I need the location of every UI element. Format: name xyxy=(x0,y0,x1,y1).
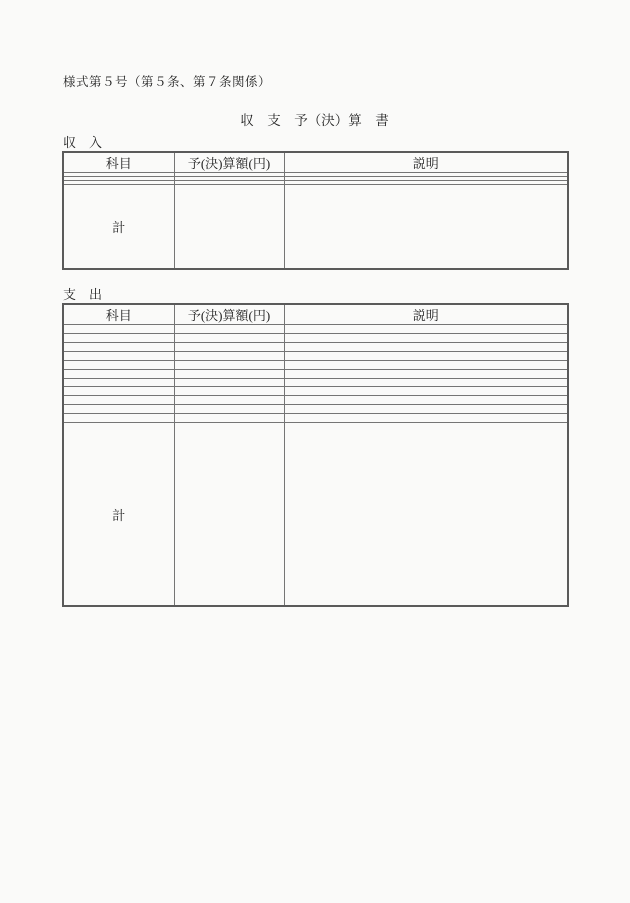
subject-column-header: 科目 xyxy=(63,304,174,325)
expenditure-section-label: 支 出 xyxy=(63,287,103,302)
expenditure-table-row xyxy=(63,387,568,396)
description-cell xyxy=(284,387,568,396)
expenditure-table-row xyxy=(63,396,568,405)
expenditure-table-row xyxy=(63,405,568,414)
amount-cell xyxy=(174,325,284,334)
description-cell xyxy=(284,351,568,360)
total-label-cell: 計 xyxy=(63,185,174,269)
subject-column-header: 科目 xyxy=(63,152,174,173)
subject-cell xyxy=(63,396,174,405)
description-cell xyxy=(284,396,568,405)
amount-cell xyxy=(174,396,284,405)
page-title: 収 支 予（決）算 書 xyxy=(240,113,389,128)
expenditure-table-row xyxy=(63,414,568,423)
total-amount-cell xyxy=(174,185,284,269)
expenditure-table-row xyxy=(63,325,568,334)
description-cell xyxy=(284,342,568,351)
expenditure-table xyxy=(62,303,569,607)
expenditure-table-row xyxy=(63,360,568,369)
income-section-label: 収 入 xyxy=(63,135,103,150)
subject-cell xyxy=(63,342,174,351)
description-cell xyxy=(284,360,568,369)
expenditure-table-row xyxy=(63,342,568,351)
income-header-row xyxy=(63,152,568,173)
total-description-cell xyxy=(284,185,568,269)
form-number-caption: 様式第５号（第５条、第７条関係） xyxy=(63,75,272,89)
description-cell xyxy=(284,369,568,378)
total-amount-cell xyxy=(174,423,284,606)
expenditure-table-row xyxy=(63,378,568,387)
amount-cell xyxy=(174,405,284,414)
subject-cell xyxy=(63,378,174,387)
total-description-cell xyxy=(284,423,568,606)
amount-cell xyxy=(174,414,284,423)
amount-cell xyxy=(174,369,284,378)
expenditure-table-row xyxy=(63,333,568,342)
amount-cell xyxy=(174,333,284,342)
expenditure-total-row xyxy=(63,423,568,606)
subject-cell xyxy=(63,405,174,414)
subject-cell xyxy=(63,414,174,423)
subject-cell xyxy=(63,387,174,396)
description-column-header: 説明 xyxy=(284,304,568,325)
description-cell xyxy=(284,378,568,387)
amount-column-header: 予(決)算額(円) xyxy=(174,304,284,325)
subject-cell xyxy=(63,369,174,378)
subject-cell xyxy=(63,333,174,342)
amount-cell xyxy=(174,360,284,369)
amount-cell xyxy=(174,387,284,396)
amount-cell xyxy=(174,351,284,360)
description-cell xyxy=(284,333,568,342)
expenditure-table-row xyxy=(63,369,568,378)
amount-cell xyxy=(174,342,284,351)
income-table xyxy=(62,151,569,270)
total-label-cell: 計 xyxy=(63,423,174,606)
description-cell xyxy=(284,405,568,414)
description-cell xyxy=(284,325,568,334)
subject-cell xyxy=(63,351,174,360)
expenditure-header-row xyxy=(63,304,568,325)
description-column-header: 説明 xyxy=(284,152,568,173)
amount-cell xyxy=(174,378,284,387)
description-cell xyxy=(284,414,568,423)
subject-cell xyxy=(63,325,174,334)
income-total-row xyxy=(63,185,568,269)
expenditure-table-row xyxy=(63,351,568,360)
subject-cell xyxy=(63,360,174,369)
amount-column-header: 予(決)算額(円) xyxy=(174,152,284,173)
